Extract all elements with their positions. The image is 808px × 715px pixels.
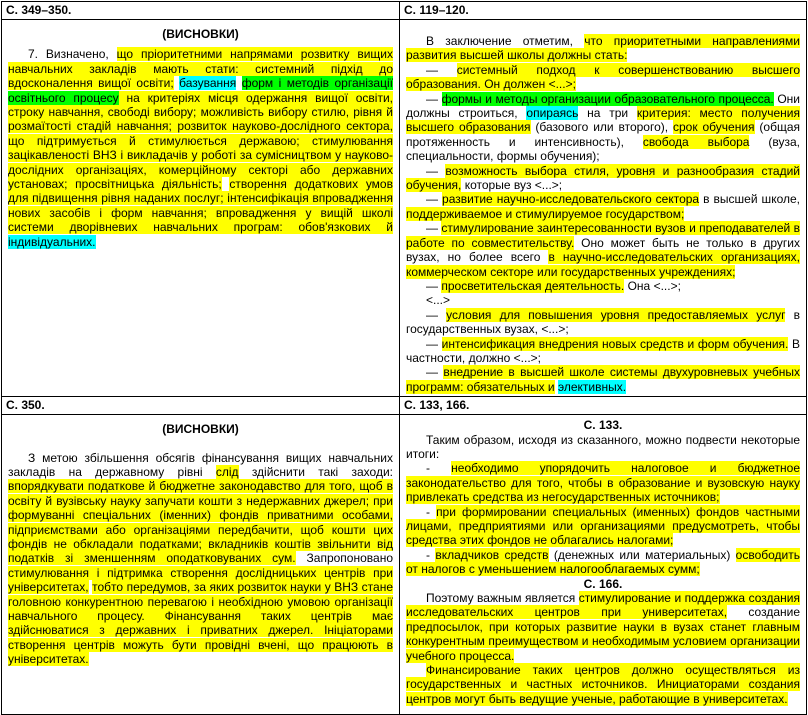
paragraph (406, 192, 800, 221)
highlighted-text: свобода выбора (642, 134, 750, 149)
text-run: — (426, 307, 447, 322)
text-run: — (426, 192, 443, 207)
row2-right-subheading-166: С. 166. (583, 576, 623, 591)
highlighted-text: формы и методы организации образовательного процесса. (441, 91, 774, 106)
highlighted-text: індивідуальних. (8, 234, 96, 249)
highlighted-text: базування (179, 76, 237, 91)
text-run: — (426, 62, 457, 77)
row2-right-section-a (406, 433, 800, 577)
highlighted-text: поддерживаемое и стимулируемое государством; (406, 206, 685, 221)
highlighted-text: системный подход к совершенствованию высшего образования. Он должен <...>; (406, 62, 800, 92)
row1-left-title: (ВИСНОВКИ) (162, 27, 239, 41)
row2-left-paragraph (8, 451, 393, 667)
text-run: Оно может быть не только в других вузах, но более всего (406, 235, 800, 265)
paragraph (406, 663, 800, 706)
text-run: Поэтому важным является (426, 591, 579, 606)
text-run: В заключение отметим, (426, 34, 585, 48)
highlighted-text: створення додаткових умов для підвищення рівня наданих послуг; інтенсифікація впровадження нових засобів і форм навчання; впровадження у вищій школі системи дворівневих навчальних програм: обов'язкових й (8, 177, 393, 235)
highlighted-text: предпосылок, при которых развитие науки в вузах станет главным конкурентным преимуществом и необходимым условием организации учебного процесса. (406, 619, 800, 663)
paragraph (406, 164, 800, 193)
row1-left-cell (2, 20, 400, 397)
text-run: здійснити такі заходи: (238, 464, 393, 479)
text-run: на три (578, 106, 637, 121)
paragraph (406, 505, 800, 548)
text-run: (общая протяженность и интенсивность), (406, 120, 801, 149)
highlighted-text: Финансирование таких центров должно осуществляться из государственных и частных источников. Инициаторами создания центров могут быть ведущие ученые, работающие в университетах. (406, 663, 800, 706)
highlighted-text: что приоритетными направлениями развития высшей школы должны стать: (406, 34, 801, 63)
text-run: — (426, 365, 444, 380)
text-run: (базового или второго), (530, 120, 673, 135)
row2-right-subheading-133: С. 133. (583, 418, 623, 433)
text-run: - (426, 547, 436, 562)
paragraph (406, 433, 800, 462)
highlighted-text: развитие научно-исследовательского сектора (442, 192, 700, 207)
row1-right-cell (400, 20, 807, 397)
highlighted-text: опираясь (526, 106, 579, 121)
text-run: Запропоновано (295, 551, 393, 566)
paragraph (406, 279, 800, 293)
text-run: Они должны строиться, (406, 91, 800, 121)
highlighted-text: вкладчиков средств (435, 547, 549, 562)
text-run (236, 76, 241, 90)
highlighted-text: що пріоритетними напрямами розвитку вищих навчальних закладів мають стати: системний підхід до вдосконалення вищої освіти; (8, 47, 393, 91)
row1-left-header: С. 349–350. (2, 2, 400, 20)
paragraph (406, 221, 800, 279)
highlighted-text: стимулювання і підтримка створення дослідницьких центрів при університетах, (8, 565, 393, 595)
text-run: которые вуз <...>; (461, 178, 563, 193)
text-run: - (426, 504, 437, 519)
paragraph (406, 92, 800, 164)
highlighted-text: внедрение в высшей школе системы двухуровневых учебных программ: обязательных и (406, 365, 800, 394)
paragraph (406, 337, 800, 366)
paragraph (406, 63, 800, 92)
row2-right-cell (400, 415, 807, 715)
highlighted-text: на критеріях (118, 90, 208, 105)
highlighted-text: стимулирование заинтересованности вузов и преподавателей в работе по совместительству. (406, 221, 800, 250)
text-run: — (426, 91, 442, 106)
text-run: (вуза, специальности, формы обучения); (406, 134, 801, 164)
row2-left-title: (ВИСНОВКИ) (162, 422, 239, 437)
highlighted-text: возможность выбора стиля, уровня и разнообразия стадий обучения, (406, 163, 800, 193)
highlighted-text: впорядкувати податкове й бюджетне законодавство для того, щоб в освіту й вузівську науку запучати кошти з недержавних джерел; при формуванні спеціальних (іменних) фондів приватними особами, підприємствами або організаціями передбачити, щоб кошти цих фондів не обкладали податками; вкладників коштів звільнити від податків зі зменшенням оподатковуваних сум. (8, 479, 393, 566)
highlighted-text: элективных. (557, 379, 627, 394)
highlighted-text: срок обучения (673, 120, 755, 135)
row2-left-header: С. 350. (2, 397, 400, 415)
highlighted-text: форм і методів організації освітнього процесу (8, 76, 393, 105)
highlighted-text: стимулирование и поддержка создания исследовательских центров при университетах, (406, 591, 800, 620)
text-run: В частности, должно <...>; (406, 336, 800, 365)
highlighted-text: освободить от налогов с уменьшением налогооблагаемых сумм; (406, 547, 800, 577)
text-run: Она <...>; (624, 278, 681, 293)
text-run: Таким образом, исходя из сказанного, можно подвести некоторые итоги: (406, 432, 800, 461)
highlighted-text: в научно-исследовательских организациях, коммерческом секторе или государственных учреждениях; (406, 250, 800, 279)
highlighted-text: тобто передумов, за яких розвиток науки у ВНЗ стане головною конкурентною перевагою і необхідною умовою організації навчального процесу. Фінансування таких центрів має здійснюватися з державних і приватних джерел. Ініціаторами створення центрів можуть бути провідні вчені, що працюють в університетах. (8, 580, 393, 667)
highlighted-text: при формировании специальных (именных) фондов частными лицами, предприятиями или организациями предусмотреть, чтобы средства этих фондов не облагались налогами; (406, 504, 800, 548)
highlighted-text: необходимо упорядочить налоговое и бюджетное законодательство для того, чтобы в образование и вузовскую науку привлекать средства из негосударственных источников; (406, 461, 800, 505)
paragraph (406, 365, 800, 394)
paragraph (406, 461, 800, 504)
highlighted-text: слід (215, 464, 239, 479)
text-run: — (426, 278, 442, 293)
text-run: <...> (426, 293, 451, 308)
highlighted-text: просветительская деятельность. (441, 278, 625, 293)
text-run: — (426, 221, 442, 236)
row2-left-cell (2, 415, 400, 715)
paragraph (406, 308, 800, 337)
text-run: — (426, 163, 446, 178)
highlighted-text: условия для повышения уровня предоставляемых услуг (446, 307, 786, 322)
text-run: З метою збільшення обсягів фінансування вищих навчальних закладів на державному рівні (8, 450, 393, 479)
row1-left-paragraph (8, 47, 393, 249)
text-run: создание (727, 605, 800, 620)
text-run: в государственных вузах, <...>; (406, 307, 800, 337)
paragraph (406, 548, 800, 577)
row2-right-section-b (406, 591, 800, 706)
text-run: — (426, 336, 442, 351)
highlighted-text: місця одержання вищої освіти, строку навчання, свободі вибору; можливість вибору стилю, рівня й розмаїтості стадій навчання; розвиток науково-дослідного сектора, що підтримується й стимулюється державою; стимулювання зацікавленості ВНЗ і викладачів у роботі за сумісництвом у науково-дослідних організаціях, комерційному секторі або державних установах; просвітницька діяльність; (8, 90, 393, 192)
paragraph (406, 34, 800, 63)
highlighted-text: интенсификация внедрения новых средств и форм обучения. (441, 336, 789, 351)
text-run: в высшей школе, (699, 192, 800, 207)
comparison-table (1, 1, 807, 715)
text-run: 7. Визначено, (28, 47, 117, 62)
paragraph (406, 293, 800, 307)
text-run: - (426, 461, 452, 476)
highlighted-text: критерия: место получения высшего образования (406, 106, 800, 135)
paragraph (406, 591, 800, 663)
text-run: (денежных или материальных) (548, 547, 736, 562)
row1-right-header: С. 119–120. (400, 2, 807, 20)
row2-right-header: С. 133, 166. (400, 397, 807, 415)
